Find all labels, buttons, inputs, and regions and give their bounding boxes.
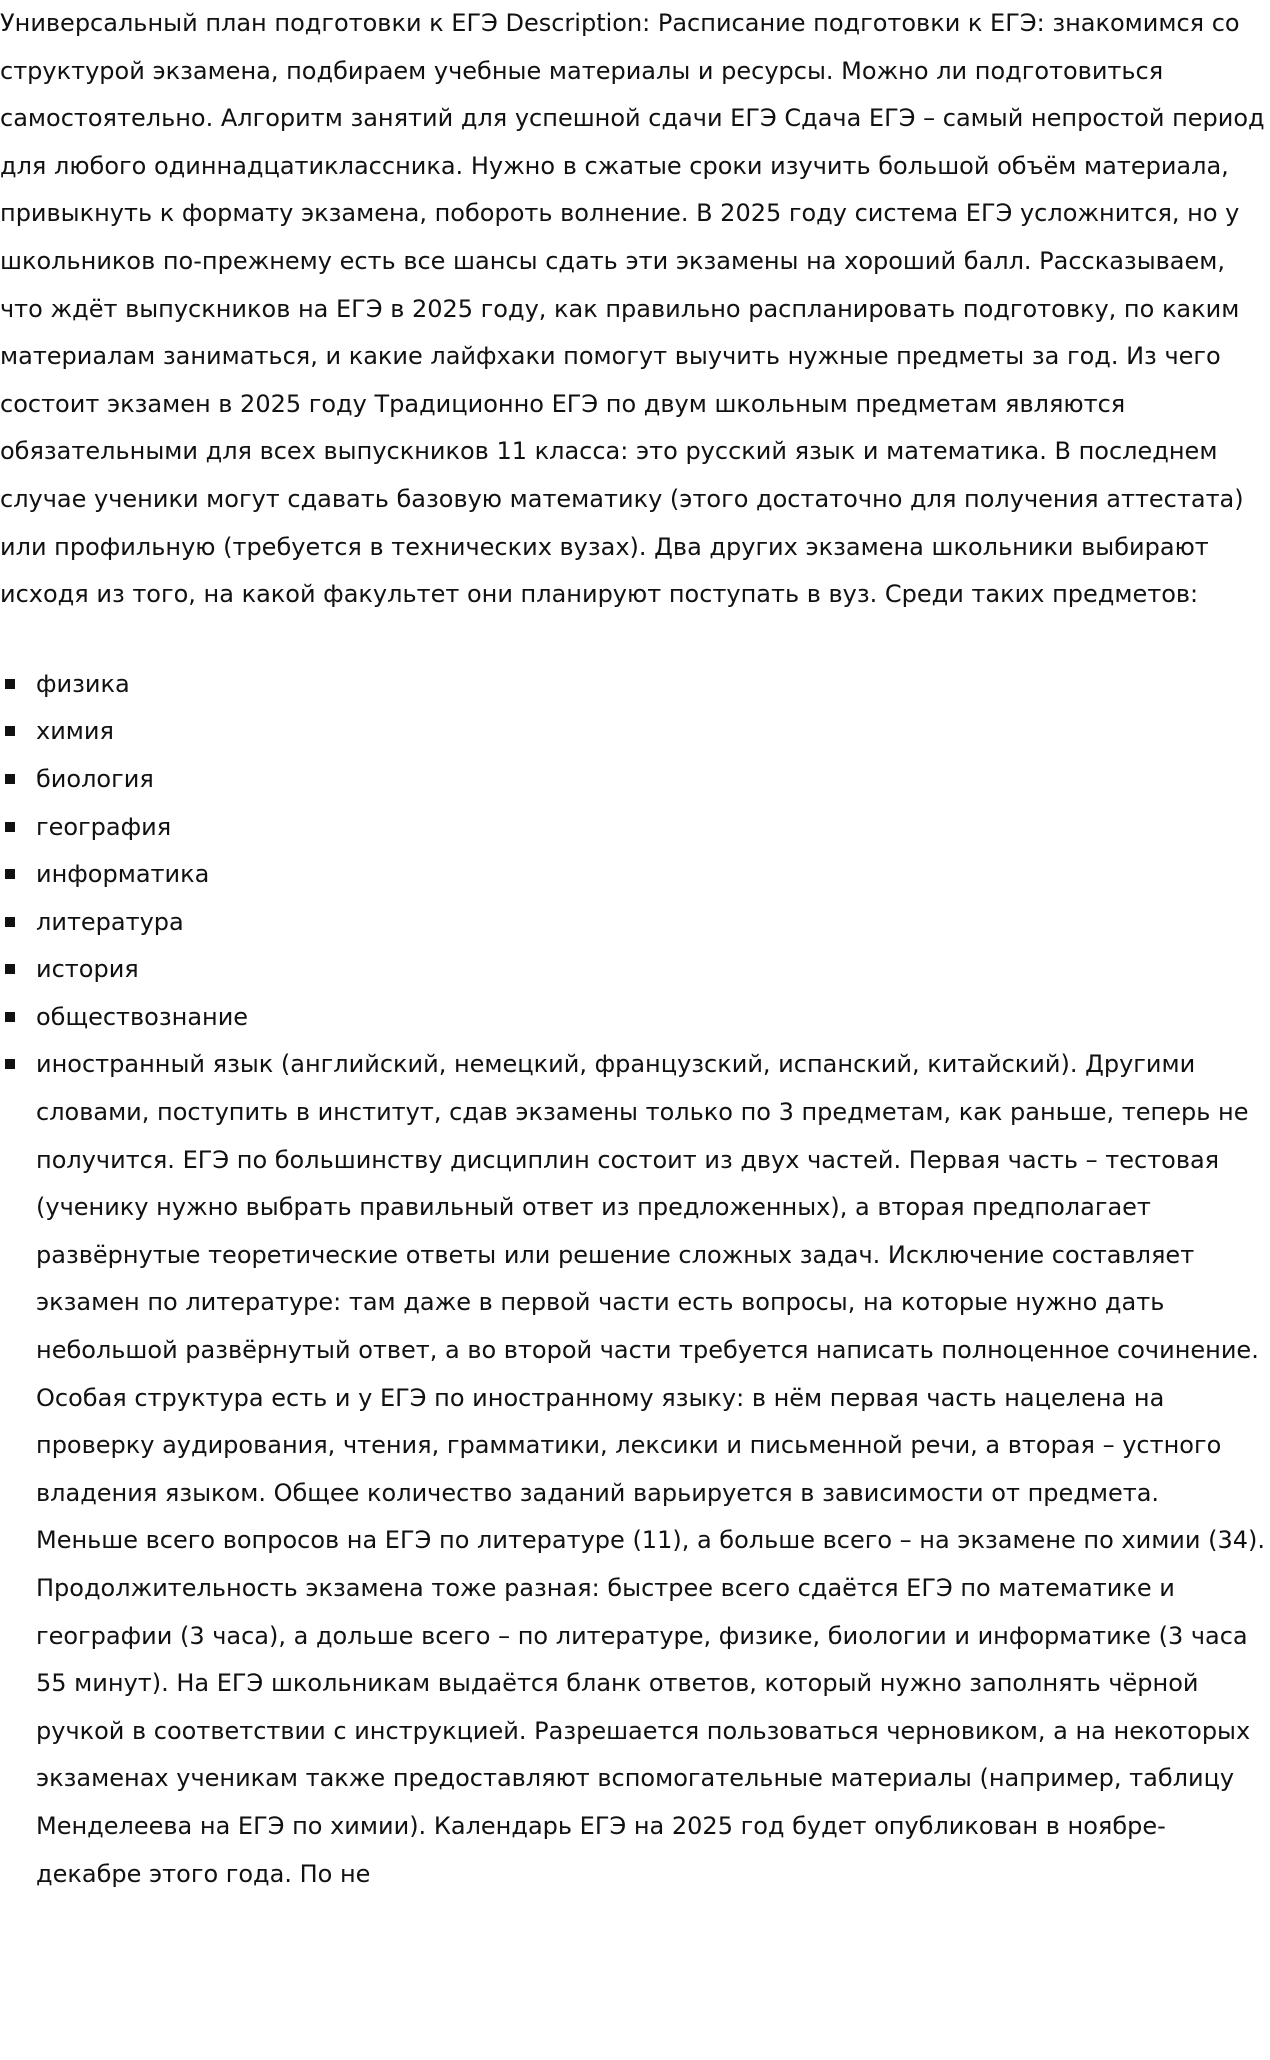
square-bullet-icon (5, 774, 15, 784)
square-bullet-icon (5, 869, 15, 879)
square-bullet-icon (5, 822, 15, 832)
square-bullet-icon (5, 726, 15, 736)
list-item (36, 708, 1268, 756)
list-item-text: обществознание (36, 1002, 249, 1031)
list-item-text: информатика (36, 860, 210, 889)
list-item (36, 899, 1268, 947)
list-item (36, 946, 1268, 994)
list-item (36, 804, 1268, 852)
list-item (36, 1041, 1268, 1898)
list-item (36, 661, 1268, 709)
list-item-text: химия (36, 717, 114, 746)
list-item-text: физика (36, 669, 130, 698)
list-item (36, 851, 1268, 899)
list-item-text: история (36, 955, 139, 984)
list-item-text: литература (36, 907, 184, 936)
subjects-list (0, 661, 1268, 1898)
list-item-text: география (36, 812, 172, 841)
list-item (36, 756, 1268, 804)
square-bullet-icon (5, 964, 15, 974)
list-item (36, 994, 1268, 1042)
intro-paragraph: Универсальный план подготовки к ЕГЭ Description: Расписание подготовки к ЕГЭ: знакомимся со структурой экзамена, подбираем учебные материалы и ресурсы. Можно ли подготовиться самостоятельно. Алгоритм занятий для успешной сдачи ЕГЭ Сдача ЕГЭ – самый непростой период для любого одиннадцатиклассника. Нужно в сжатые сроки изучить большой объём материала, привыкнуть к формату экзамена, побороть волнение. В 2025 году система ЕГЭ усложнится, но у школьников по-прежнему есть все шансы сдать эти экзамены на хороший балл. Рассказываем, что ждёт выпускников на ЕГЭ в 2025 году, как правильно распланировать подготовку, по каким материалам заниматься, и какие лайфхаки помогут выучить нужные предметы за год. Из чего состоит экзамен в 2025 году Традиционно ЕГЭ по двум школьным предметам являются обязательными для всех выпускников 11 класса: это русский язык и математика. В последнем случае ученики могут сдавать базовую математику (этого достаточно для получения аттестата) или профильную (требуется в технических вузах). Два других экзамена школьники выбирают исходя из того, на какой факультет они планируют поступать в вуз. Среди таких предметов: (0, 9, 1265, 609)
list-item-text: биология (36, 764, 154, 793)
square-bullet-icon (5, 1012, 15, 1022)
square-bullet-icon (5, 917, 15, 927)
list-item-text: иностранный язык (английский, немецкий, французский, испанский, китайский). Другими словами, поступить в институт, сдав экзамены только по 3 предметам, как раньше, теперь не получится. ЕГЭ по большинству дисциплин состоит из двух частей. Первая часть – тестовая (ученику нужно выбрать правильный ответ из предложенных), а вторая предполагает развёрнутые теоретические ответы или решение сложных задач. Исключение составляет экзамен по литературе: там даже в первой части есть вопросы, на которые нужно дать небольшой развёрнутый ответ, а во второй части требуется написать полноценное сочинение. Особая структура есть и у ЕГЭ по иностранному языку: в нём первая часть нацелена на проверку аудирования, чтения, грамматики, лексики и письменной речи, а вторая – устного владения языком. Общее количество заданий варьируется в зависимости от предмета. Меньше всего вопросов на ЕГЭ по литературе (11), а больше всего – на экзамене по химии (34). Продолжительность экзамена тоже разная: быстрее всего сдаётся ЕГЭ по математике и географии (3 часа), а дольше всего – по литературе, физике, биологии и информатике (3 часа 55 минут). На ЕГЭ школьникам выдаётся бланк ответов, который нужно заполнять чёрной ручкой в соответствии с инструкцией. Разрешается пользоваться черновиком, а на некоторых экзаменах ученикам также предоставляют вспомогательные материалы (например, таблицу Менделеева на ЕГЭ по химии). Календарь ЕГЭ на 2025 год будет опубликован в ноябре-декабре этого года. По не (36, 1050, 1266, 1888)
square-bullet-icon (5, 1059, 15, 1069)
square-bullet-icon (5, 679, 15, 689)
